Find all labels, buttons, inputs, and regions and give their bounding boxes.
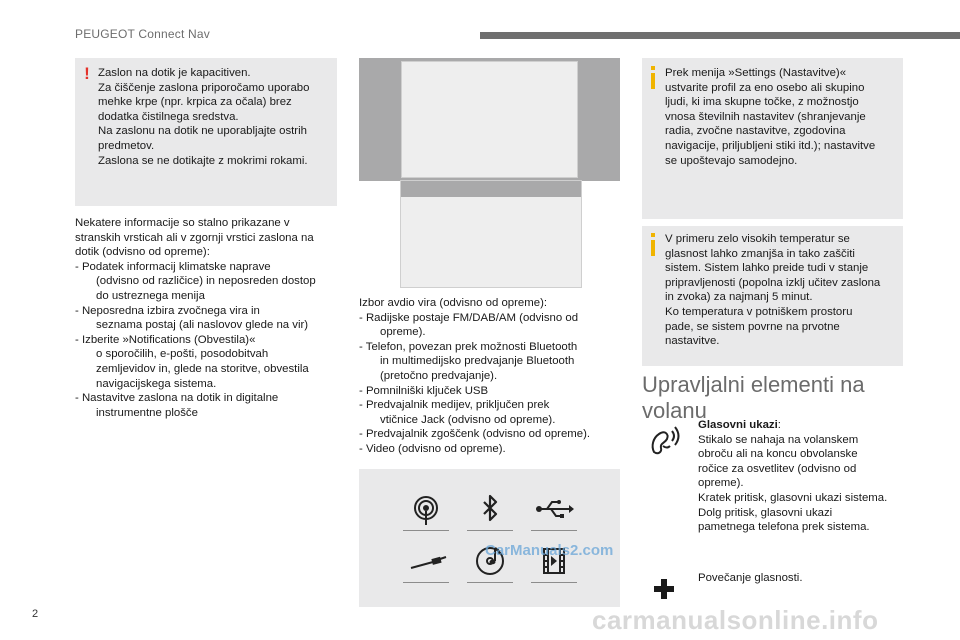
- list-item-cont: instrumentne plošče: [96, 406, 198, 419]
- screen-center-area: [401, 61, 578, 178]
- info-line: nastavitve.: [665, 335, 720, 348]
- voice-line: ročice za osvetlitev (odvisno od: [698, 462, 857, 475]
- warning-icon: !: [84, 64, 90, 83]
- voice-line: Kratek pritisk, glasovni ukazi sistema.: [698, 491, 888, 504]
- warning-line: Za čiščenje zaslona priporočamo uporabo: [98, 81, 310, 94]
- voice-heading-colon: :: [777, 419, 781, 431]
- list-item: - Izberite »Notifications (Obvestila)«: [75, 333, 256, 346]
- warning-line: Na zaslonu na dotik ne uporabljajte ostrih: [98, 125, 307, 138]
- screen-illustration-topbar: [400, 180, 582, 288]
- section-title-line: volanu: [642, 398, 707, 423]
- bluetooth-icon[interactable]: [467, 491, 513, 531]
- list-item: - Nastavitve zaslona na dotik in digitalne: [75, 392, 279, 405]
- list-item-cont: (pretočno predvajanje).: [380, 369, 498, 382]
- voice-line: opreme).: [698, 477, 744, 490]
- section-title: [642, 372, 942, 424]
- info-line: ljudi, ki ima skupne točke, z možnostjo: [665, 96, 859, 109]
- info-line: sistem. Sistem lahko preide tudi v stanje: [665, 262, 869, 275]
- voice-line: Dolg pritisk, glasovni ukazi: [698, 506, 833, 519]
- paragraph-line: dotik (odvisno od opreme):: [75, 246, 210, 259]
- footer-watermark: carmanualsonline.info: [592, 605, 879, 635]
- warning-text: [98, 66, 334, 168]
- info-line: pripravljenosti (popolna izklj učitev zaslona: [665, 276, 881, 289]
- list-item: - Radijske postaje FM/DAB/AM (odvisno od: [359, 311, 579, 324]
- usb-icon[interactable]: [531, 491, 577, 531]
- list-item-cont: do ustreznega menija: [96, 289, 205, 302]
- list-item-cont: in multimedijsko predvajanje Bluetooth: [380, 355, 575, 368]
- screen-illustration-sidebars: [359, 58, 620, 181]
- list-item-cont: zemljevidov in, glede na storitve, obvestila: [96, 362, 309, 375]
- voice-line: obroču ali na koncu obvolanske: [698, 448, 858, 461]
- warning-line: Zaslon na dotik je kapacitiven.: [98, 67, 251, 79]
- info-line: V primeru zelo visokih temperatur se: [665, 233, 850, 245]
- list-item-cont: o sporočilih, e-pošti, posodobitvah: [96, 348, 269, 361]
- plus-icon: [653, 578, 675, 600]
- list-item: - Video (odvisno od opreme).: [359, 442, 506, 455]
- info-line: Prek menija »Settings (Nastavitve)«: [665, 67, 847, 79]
- volume-up-text: Povečanje glasnosti.: [698, 572, 803, 584]
- section-title-line: Upravljalni elementi na: [642, 372, 865, 397]
- voice-line: pametnega telefona prek sistema.: [698, 521, 870, 534]
- list-item-cont: (odvisno od različice) in neposreden dostop: [96, 275, 316, 288]
- list-item-cont: seznama postaj (ali naslovov glede na vir): [96, 319, 309, 332]
- watermark: CarManuals2.com: [485, 542, 614, 559]
- info-line: pade, se sistem povrne na prvotne: [665, 320, 840, 333]
- header-title: PEUGEOT Connect Nav: [75, 27, 210, 41]
- warning-line: predmetov.: [98, 139, 155, 152]
- paragraph-line: stranskih vrsticah ali v zgornji vrstici zaslona na: [75, 231, 314, 244]
- paragraph-line: Nekatere informacije so stalno prikazane v: [75, 217, 290, 229]
- radio-icon[interactable]: [403, 491, 449, 531]
- voice-command-text: [698, 418, 928, 535]
- info-line: vnosa številnih nastavitev (shranjevanje: [665, 110, 866, 123]
- warning-line: Zaslona se ne dotikajte z mokrimi rokami.: [98, 154, 308, 167]
- info-line: navigacije, priljubljeni stiki itd.); nastavitve: [665, 139, 876, 152]
- list-item-cont: navigacijskega sistema.: [96, 377, 217, 390]
- info-line: se upoštevajo samodejno.: [665, 154, 798, 167]
- list-item: - Predvajalnik zgoščenk (odvisno od opreme).: [359, 428, 591, 441]
- paragraph-line: Izbor avdio vira (odvisno od opreme):: [359, 297, 548, 309]
- voice-command-icon: [645, 422, 685, 458]
- info-line: Ko temperatura v potniškem prostoru: [665, 305, 853, 318]
- info-line: ustvarite profil za eno osebo ali skupino: [665, 81, 865, 94]
- warning-line: dodatka čistilnega sredstva.: [98, 110, 239, 123]
- list-item-cont: opreme).: [380, 326, 426, 339]
- list-item: - Podatek informacij klimatske naprave: [75, 260, 271, 273]
- info-line: in zvoka) za najmanj 5 minut.: [665, 291, 813, 304]
- jack-icon[interactable]: [403, 543, 449, 583]
- info-line: radia, zvočne nastavitve, zgodovina: [665, 125, 846, 138]
- page-number: 2: [32, 608, 39, 620]
- left-column-text: [75, 216, 341, 420]
- header-bar: [480, 32, 960, 39]
- warning-line: mehke krpe (npr. krpica za očala) brez: [98, 96, 292, 109]
- list-item: - Pomnilniški ključek USB: [359, 384, 489, 397]
- list-item: - Predvajalnik medijev, priključen prek: [359, 399, 550, 412]
- info-line: glasnost lahko zmanjša in tako zaščiti: [665, 247, 855, 260]
- list-item: - Neposredna izbira zvočnega vira in: [75, 304, 260, 317]
- middle-column-text: [359, 296, 625, 457]
- list-item-cont: vtičnice Jack (odvisno od opreme).: [380, 413, 556, 426]
- info-text-settings: [665, 66, 901, 168]
- screen-top-bar: [401, 181, 581, 197]
- info-text-temperature: [665, 232, 901, 349]
- voice-line: Stikalo se nahaja na volanskem: [698, 433, 859, 446]
- voice-heading: Glasovni ukazi: [698, 419, 778, 431]
- media-sources-panel: [359, 469, 620, 607]
- list-item: - Telefon, povezan prek možnosti Bluetooth: [359, 340, 578, 353]
